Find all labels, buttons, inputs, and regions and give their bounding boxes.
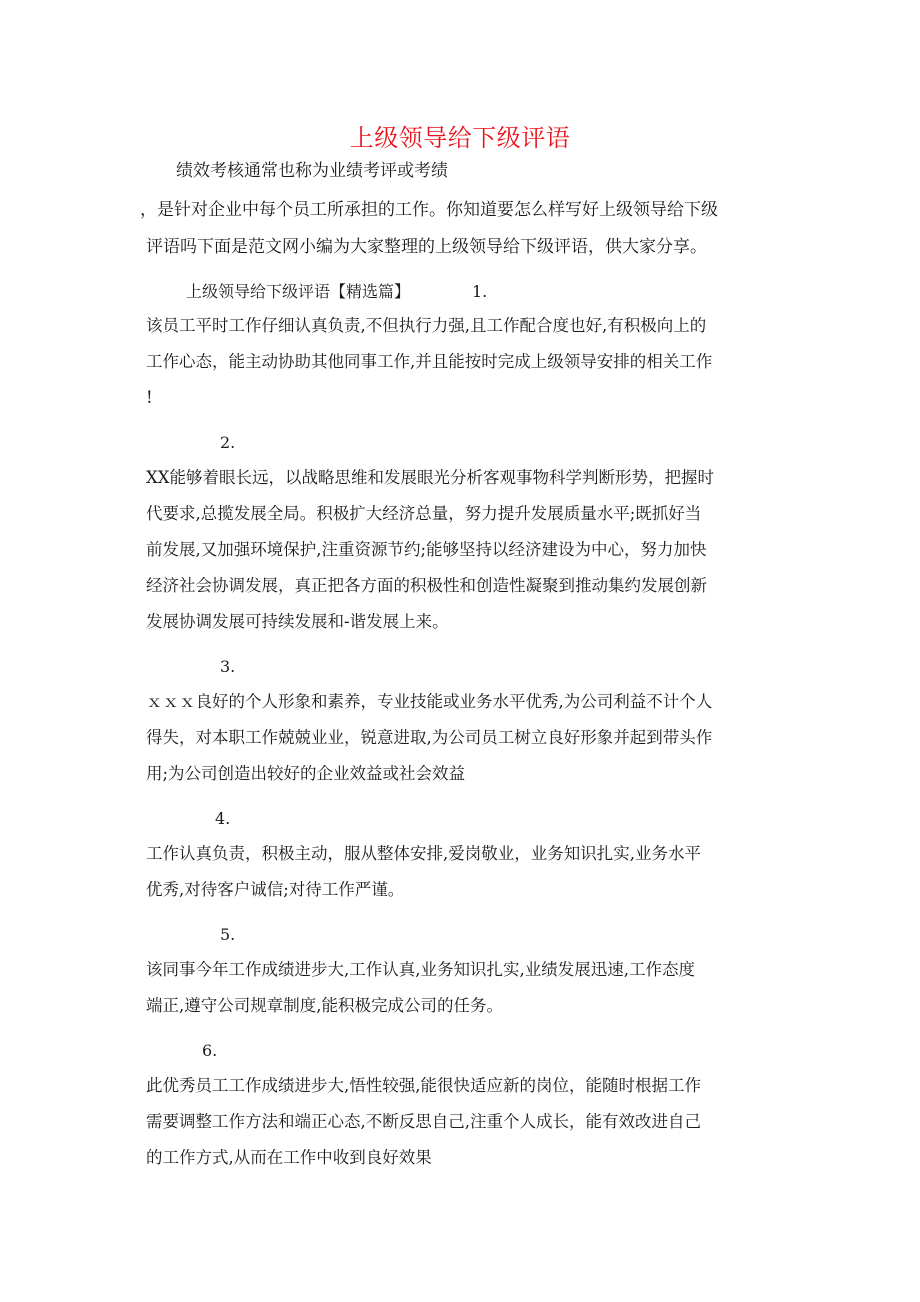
item-line: 发展协调发展可持续发展和-谐发展上来。 bbox=[146, 612, 449, 631]
item-line: 工作认真负责，积极主动，服从整体安排,爱岗敬业，业务知识扎实,业务水平 bbox=[146, 844, 701, 863]
item-line: 得失，对本职工作兢兢业业，锐意进取,为公司员工树立良好形象并起到带头作 bbox=[146, 728, 713, 747]
intro-line: 绩效考核通常也称为业绩考评或考绩 bbox=[176, 161, 448, 181]
item-number: 3. bbox=[220, 657, 236, 676]
intro-line: 评语吗下面是范文网小编为大家整理的上级领导给下级评语，供大家分享。 bbox=[146, 237, 707, 257]
intro-line: ，是针对企业中每个员工所承担的工作。你知道要怎么样写好上级领导给下级 bbox=[140, 200, 718, 220]
item-line: 该员工平时工作仔细认真负责,不但执行力强,且工作配合度也好,有积极向上的 bbox=[146, 316, 707, 335]
item-number: 6. bbox=[202, 1041, 218, 1060]
item-line: 经济社会协调发展，真正把各方面的积极性和创造性凝聚到推动集约发展创新 bbox=[146, 576, 707, 595]
item-line: 该同事今年工作成绩进步大,工作认真,业务知识扎实,业绩发展迅速,工作态度 bbox=[146, 960, 695, 979]
item-line: 用;为公司创造出较好的企业效益或社会效益 bbox=[146, 764, 466, 783]
item-line: 需要调整工作方法和端正心态,不断反思自己,注重个人成长，能有效改进自己 bbox=[146, 1112, 701, 1131]
document-title: 上级领导给下级评语 bbox=[349, 124, 571, 152]
item-line: XX能够着眼长远，以战略思维和发展眼光分析客观事物科学判断形势，把握时 bbox=[146, 468, 714, 487]
section-heading: 上级领导给下级评语【精选篇】 bbox=[186, 282, 411, 301]
item-line: 此优秀员工工作成绩进步大,悟性较强,能很快适应新的岗位，能随时根据工作 bbox=[146, 1076, 701, 1095]
item-line: ｘｘｘ良好的个人形象和素养，专业技能或业务水平优秀,为公司利益不计个人 bbox=[146, 692, 713, 711]
item-line: 端正,遵守公司规章制度,能积极完成公司的任务。 bbox=[146, 996, 503, 1015]
item-line: 代要求,总揽发展全局。积极扩大经济总量，努力提升发展质量水平;既抓好当 bbox=[146, 504, 702, 523]
item-line: 工作心态，能主动协助其他同事工作,并且能按时完成上级领导安排的相关工作 bbox=[146, 352, 713, 371]
item-number: 1. bbox=[472, 282, 488, 301]
item-line: 前发展,又加强环境保护,注重资源节约;能够坚持以经济建设为中心，努力加快 bbox=[146, 540, 707, 559]
item-line: 的工作方式,从而在工作中收到良好效果 bbox=[146, 1148, 432, 1167]
item-number: 5. bbox=[220, 925, 236, 944]
item-line: ! bbox=[146, 388, 153, 407]
item-number: 2. bbox=[220, 433, 236, 452]
item-line: 优秀,对待客户诚信;对待工作严谨。 bbox=[146, 880, 405, 899]
item-number: 4. bbox=[215, 809, 231, 828]
